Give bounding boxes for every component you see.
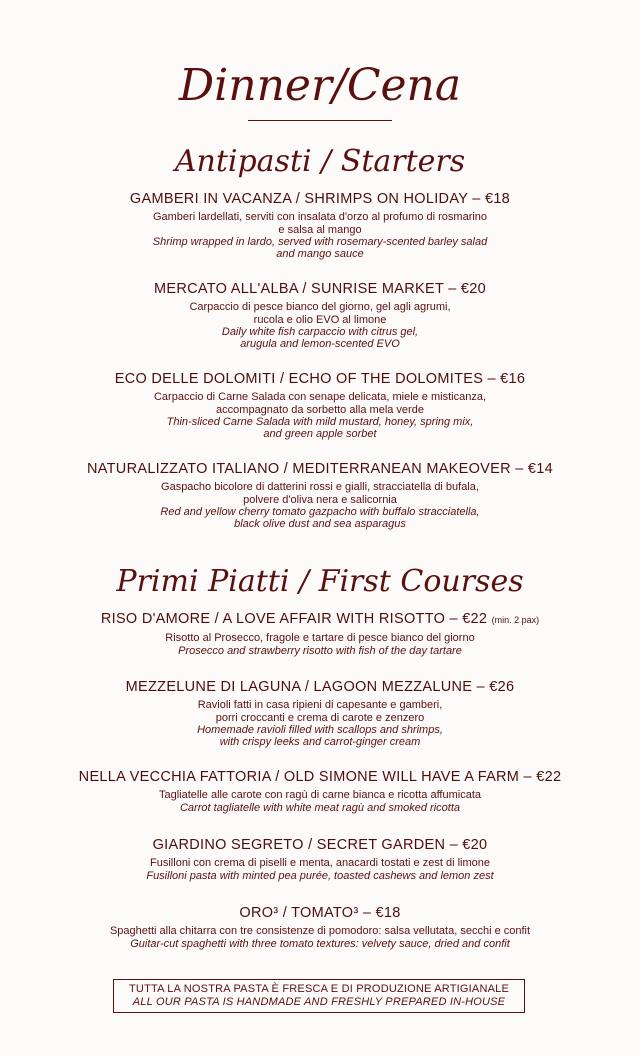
dish-name: ORO³ / TOMATO³ – €18 <box>239 905 401 921</box>
dish-name: MEZZELUNE DI LAGUNA / LAGOON MEZZALUNE – €26 <box>125 679 515 695</box>
dish-name: GAMBERI IN VACANZA / SHRIMPS ON HOLIDAY – €18 <box>129 191 511 207</box>
dish-item <box>0 369 640 440</box>
dish-description-en: Homemade ravioli filled with scallops and shrimps, with crispy leeks and carrot-ginger cream <box>197 724 443 748</box>
dish-item <box>0 677 640 748</box>
menu-title: Dinner/Cena <box>178 60 462 111</box>
dish-description-it: Spaghetti alla chitarra con tre consistenze di pomodoro: salsa vellutata, secchi e confit <box>109 925 531 937</box>
dish-description-en: Shrimp wrapped in lardo, served with rosemary-scented barley salad and mango sauce <box>152 236 488 260</box>
dish-item <box>0 609 640 657</box>
dish-description-it: Risotto al Prosecco, fragole e tartare di pesce bianco del giorno <box>165 632 475 644</box>
dish-description-en: Red and yellow cherry tomato gazpacho with buffalo stracciatella, black olive dust and sea asparagus <box>160 506 480 530</box>
dish-description-en: Thin-sliced Carne Salada with mild mustard, honey, spring mix, and green apple sorbet <box>166 416 474 440</box>
dish-name <box>0 609 640 630</box>
pasta-notice-en: ALL OUR PASTA IS HANDMADE AND FRESHLY PREPARED IN-HOUSE <box>132 996 506 1008</box>
dish-item <box>0 767 640 814</box>
dish-min-note: (min. 2 pax) <box>491 615 540 625</box>
dish-item <box>0 835 640 882</box>
dish-description-it: Gamberi lardellati, serviti con insalata d'orzo al profumo di rosmarino e salsa al mango <box>152 211 488 236</box>
dish-description-en: Carrot tagliatelle with white meat ragù and smoked ricotta <box>179 801 461 814</box>
pasta-notice-it: TUTTA LA NOSTRA PASTA È FRESCA E DI PRODUZIONE ARTIGIANALE <box>129 983 509 995</box>
dish-description-en: Guitar-cut spaghetti with three tomato textures: velvety sauce, dried and confit <box>130 937 510 950</box>
dish-description-en: Fusilloni pasta with minted pea purée, toasted cashews and lemon zest <box>146 869 494 882</box>
dish-description-en: Prosecco and strawberry risotto with fish of the day tartare <box>178 644 462 657</box>
dish-description-it: Tagliatelle alle carote con ragù di carne bianca e ricotta affumicata <box>158 789 482 801</box>
dish-name: NATURALIZZATO ITALIANO / MEDITERRANEAN MAKEOVER – €14 <box>86 461 554 477</box>
dish-item <box>0 459 640 530</box>
dish-name: MERCATO ALL'ALBA / SUNRISE MARKET – €20 <box>154 281 486 297</box>
section-title-first-courses: Primi Piatti / First Courses <box>116 564 524 599</box>
dish-name: NELLA VECCHIA FATTORIA / OLD SIMONE WILL HAVE A FARM – €22 <box>78 769 562 785</box>
dish-name-text: RISO D'AMORE / A LOVE AFFAIR WITH RISOTTO – €22 <box>100 611 488 627</box>
section-title-starters: Antipasti / Starters <box>174 144 466 179</box>
dish-description-it: Carpaccio di Carne Salada con senape delicata, miele e misticanza, accompagnato da sorbetto alla mela verde <box>153 391 486 416</box>
dish-description-it: Carpaccio di pesce bianco del giorno, gel agli agrumi, rucola e olio EVO al limone <box>189 301 451 326</box>
dish-description-it: Fusilloni con crema di piselli e menta, anacardi tostati e zest di limone <box>150 857 490 869</box>
dish-name: ECO DELLE DOLOMITI / ECHO OF THE DOLOMITES – €16 <box>114 371 526 387</box>
dish-item <box>0 903 640 950</box>
dish-name: GIARDINO SEGRETO / SECRET GARDEN – €20 <box>152 837 488 853</box>
dish-description-en: Daily white fish carpaccio with citrus gel, arugula and lemon-scented EVO <box>221 326 419 350</box>
dish-item <box>0 189 640 260</box>
title-underline <box>248 120 392 121</box>
dish-item <box>0 279 640 350</box>
dish-description-it: Gaspacho bicolore di datterini rossi e gialli, stracciatella di bufala, polvere d'oliva nera e salicornia <box>161 481 479 506</box>
pasta-notice-box <box>113 979 525 1013</box>
dish-description-it: Ravioli fatti in casa ripieni di capesante e gamberi, porri croccanti e crema di carote e zenzero <box>197 699 443 724</box>
